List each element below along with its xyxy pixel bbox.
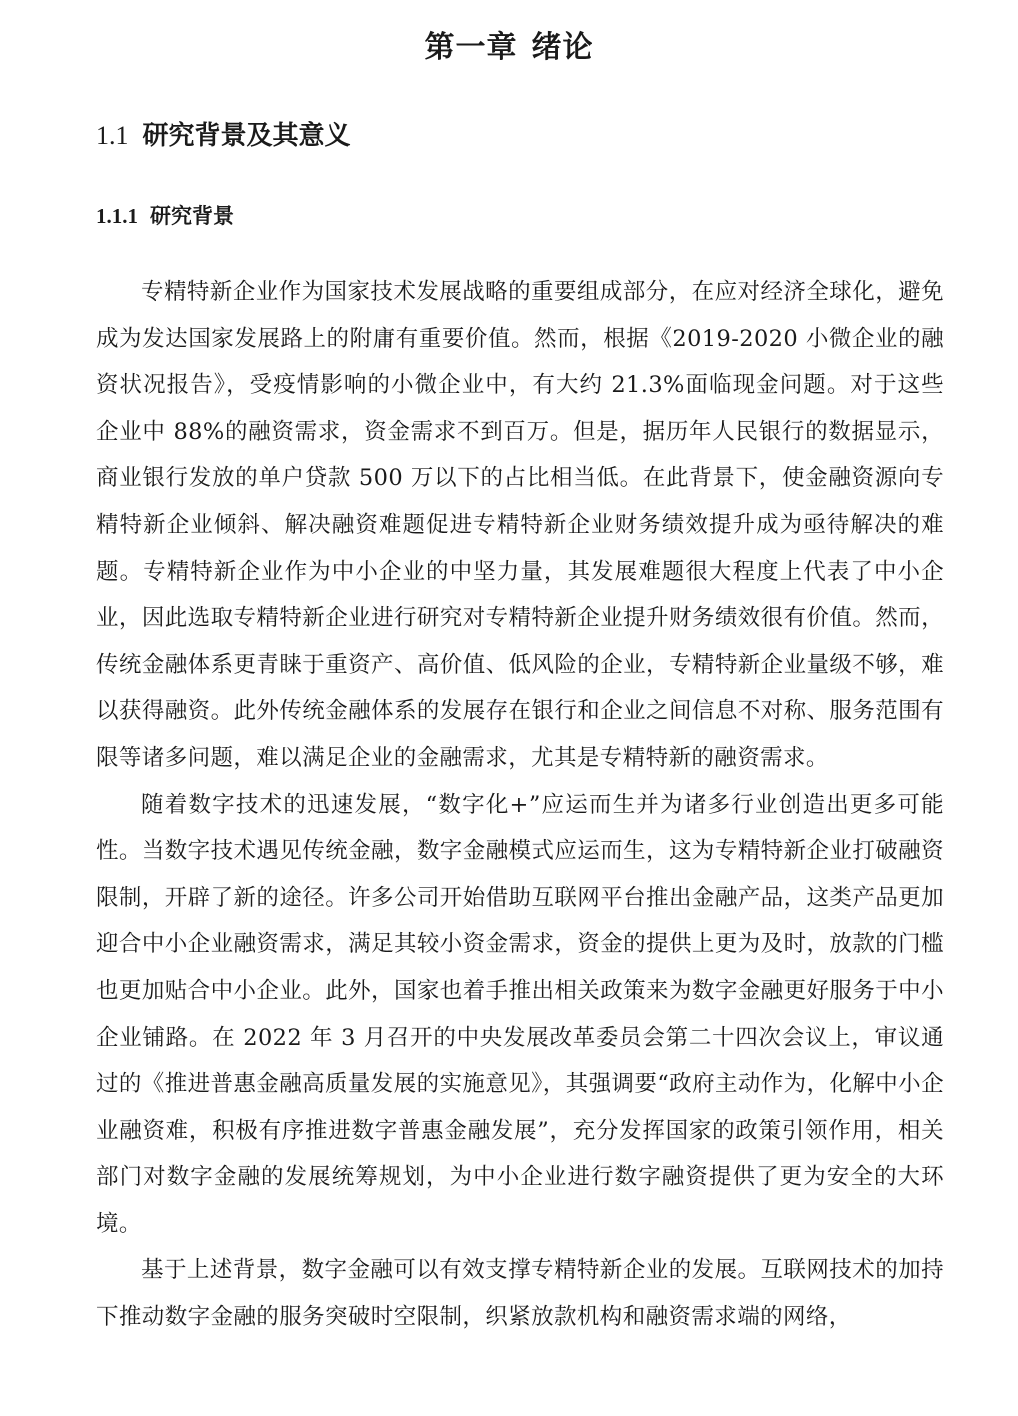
- paragraph-background-3: 基于上述背景，数字金融可以有效支撑专精特新企业的发展。互联网技术的加持下推动数字金融的服务突破时空限制，织紧放款机构和融资需求端的网络，: [96, 1257, 944, 1331]
- subsection-title: 研究背景: [150, 204, 234, 228]
- chapter-title: [0, 24, 1018, 72]
- subsection-number: 1.1.1: [96, 204, 138, 228]
- paragraph-background-2: 随着数字技术的迅速发展，“数字化+”应运而生并为诸多行业创造出更多可能性。当数字技术遇见传统金融，数字金融模式应运而生，这为专精特新企业打破融资限制，开辟了新的途径。许多公司开始借助互联网平台推出金融产品，这类产品更加迎合中小企业融资需求，满足其较小资金需求，资金的提供上更为及时，放款的门槛也更加贴合中小企业。此外，国家也着手推出相关政策来为数字金融更好服务于中小企业铺路。在 2022 年 3 月召开的中央发展改革委员会第二十四次会议上，审议通过的《推进普惠金融高质量发展的实施意见》，其强调要“政府主动作为，化解中小企业融资难，积极有序推进数字普惠金融发展”，充分发挥国家的政策引领作用，相关部门对数字金融的发展统筹规划，为中小企业进行数字融资提供了更为安全的大环境。: [96, 791, 944, 1237]
- section-title: 研究背景及其意义: [142, 121, 351, 151]
- section-number: 1.1: [96, 121, 129, 150]
- body-text: [96, 269, 944, 1341]
- chapter-name: 绪论: [531, 30, 594, 65]
- paragraph-background-1: 专精特新企业作为国家技术发展战略的重要组成部分，在应对经济全球化，避免成为发达国家发展路上的附庸有重要价值。然而，根据《2019-2020 小微企业的融资状况报告》，受疫情影响的小微企业中，有大约 21.3%面临现金问题。对于这些企业中 88%的融资需求，资金需求不到百万。但是，据历年人民银行的数据显示，商业银行发放的单户贷款 500 万以下的占比相当低。在此背景下，使金融资源向专精特新企业倾斜、解决融资难题促进专精特新企业财务绩效提升成为亟待解决的难题。专精特新企业作为中小企业的中坚力量，其发展难题很大程度上代表了中小企业，因此选取专精特新企业进行研究对专精特新企业提升财务绩效很有价值。然而，传统金融体系更青睐于重资产、高价值、低风险的企业，专精特新企业量级不够，难以获得融资。此外传统金融体系的发展存在银行和企业之间信息不对称、服务范围有限等诸多问题，难以满足企业的金融需求，尤其是专精特新的融资需求。: [96, 279, 944, 771]
- subsection-heading: [96, 197, 234, 235]
- section-heading: [96, 114, 351, 158]
- chapter-label: 第一章: [424, 30, 518, 65]
